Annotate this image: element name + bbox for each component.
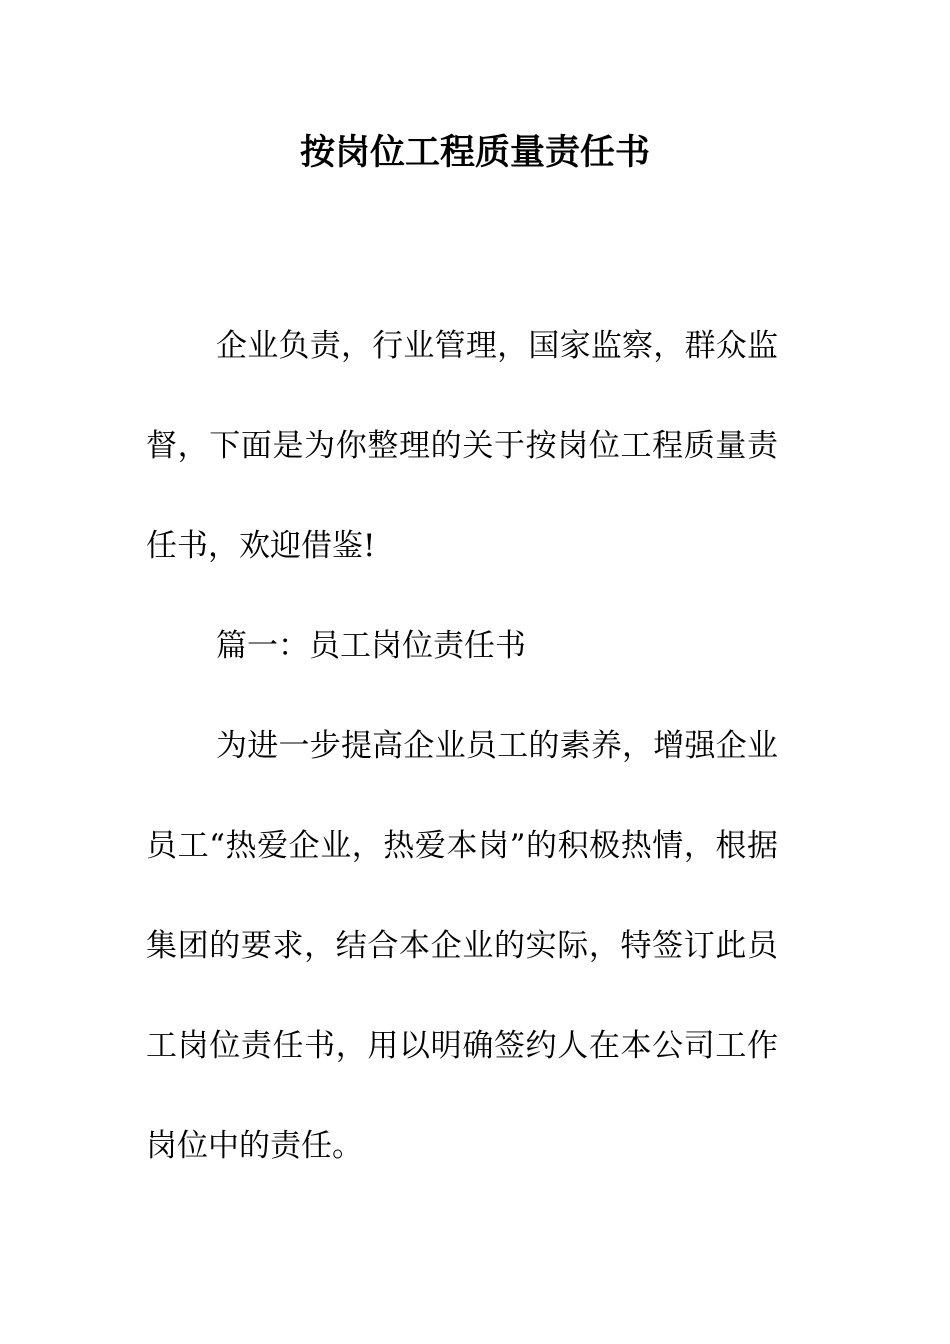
section-paragraph: 为进一步提高企业员工的素养，增强企业员工“热爱企业，热爱本岗”的积极热情，根据集团的要求，结合本企业的实际，特签订此员工岗位责任书，用以明确签约人在本公司工作岗位中的责任。 (146, 728, 778, 1164)
section-heading: 篇一：员工岗位责任书 (216, 628, 526, 664)
document-body (146, 296, 778, 1196)
intro-paragraph: 企业负责，行业管理，国家监察，群众监督，下面是为你整理的关于按岗位工程质量责任书，欢迎借鉴! (146, 328, 778, 564)
document-title: 按岗位工程质量责任书 (299, 132, 650, 173)
